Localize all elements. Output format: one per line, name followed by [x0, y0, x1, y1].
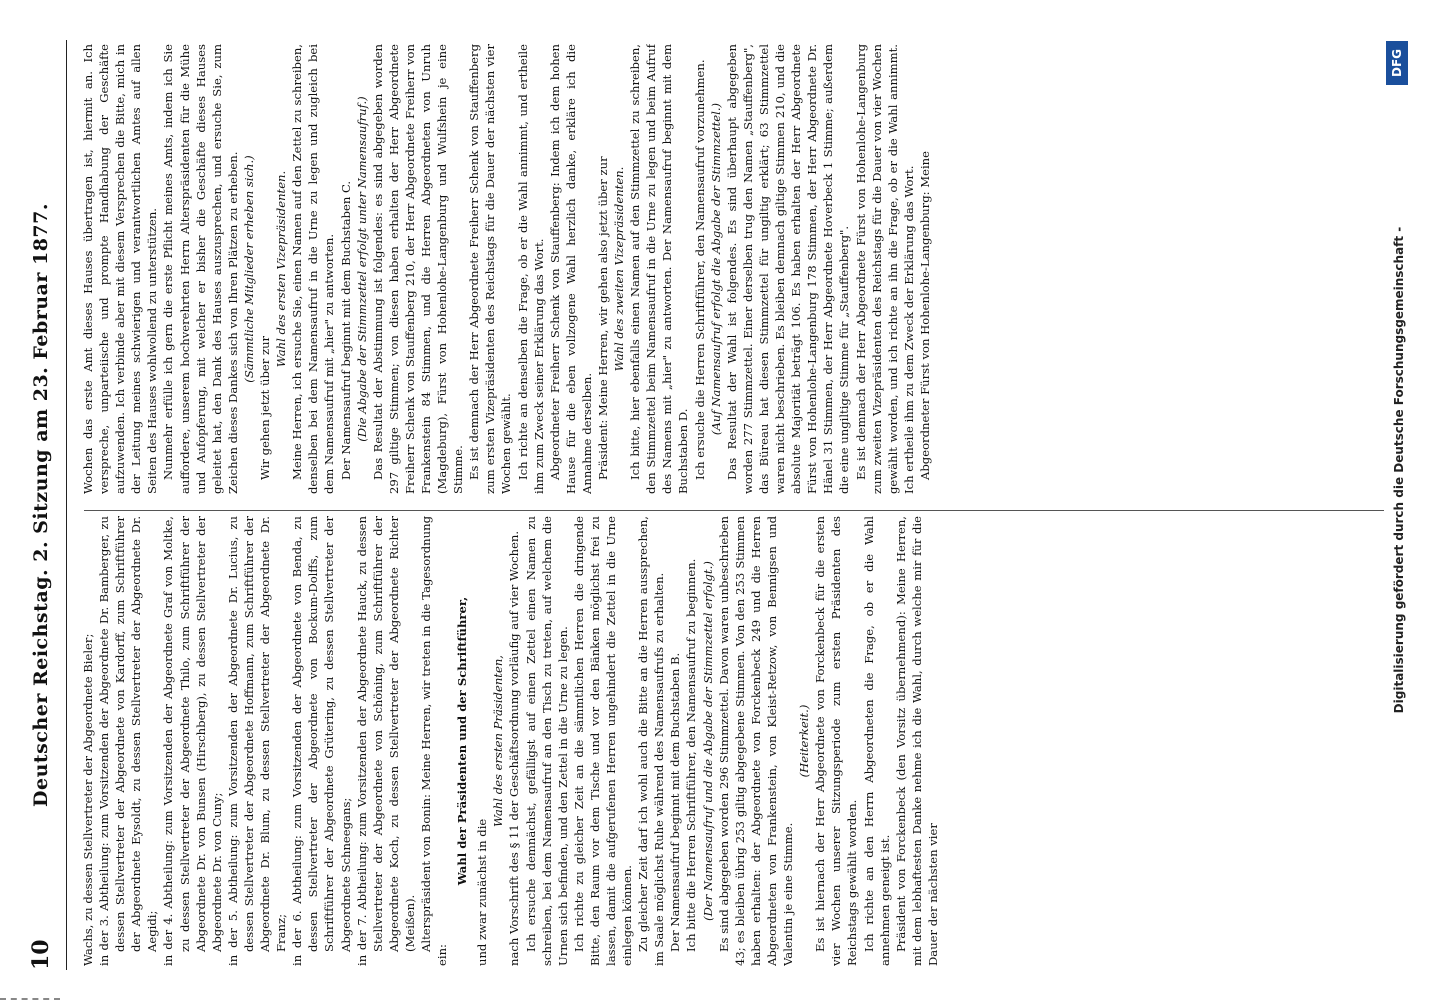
paragraph: (Sämmtliche Mitglieder erheben sich.)	[241, 155, 256, 383]
paragraph: Wahl des ersten Vizepräsidenten.	[274, 170, 289, 368]
paragraph: Nunmehr erfülle ich gern die erste Pflicht meines Amts, indem ich Sie auffordere, unserem hochverehrten Herrn Alterspräsidenten für die Mühe und Aufopferung, mit welcher er bisher die Geschäfte dieses Hauses geleitet hat, den Dank des Hauses auszusprechen, und ersuche Sie, zum Zeichen dieses Dankes sich von Ihren Plätzen zu erheben.	[161, 44, 240, 494]
paragraph: Ich ersuche die Herren Schriftführer, den Namensaufruf vorzunehmen.	[692, 59, 707, 480]
paragraph: Wir gehen jetzt über zur	[258, 335, 273, 480]
paragraph: Meine Herren, ich ersuche Sie, einen Namen auf den Zettel zu schreiben, denselben bei dem Namensaufruf in die Urne zu legen und zugleich bei dem Namensaufruf mit „hier" zu antworten.	[290, 44, 337, 494]
paragraph: in der 4. Abtheilung: zum Vorsitzenden der Abgeordnete Graf von Moltke, zu dessen Stellvertreter der Abgeordnete Thilo, zum Schriftführer der Abgeordnete Dr. von Bunsen (Hirschberg), zu dessen Stellvertreter der Abgeordnete Dr. von Cuny;	[161, 516, 224, 966]
paragraph: Präsident: Meine Herren, wir gehen also jetzt über zur	[596, 156, 610, 480]
paragraph: Ich bitte die Herren Schriftführer, den Namensaufruf zu beginnen.	[684, 558, 699, 952]
paragraph: Der Namensaufruf beginnt mit dem Buchstaben C.	[338, 180, 353, 480]
running-title: Deutscher Reichstag. 2. Sitzung am 23. Februar 1877.	[30, 203, 52, 807]
dfg-logo: DFG	[1386, 41, 1408, 85]
paragraph: Es ist hiernach der Herr Abgeordnete von Forckenbeck für die ersten vier Wochen unserer Sitzungsperiode zum ersten Präsidenten des Reichstags gewählt worden.	[813, 516, 860, 966]
paragraph: Das Resultat der Abstimmung ist folgendes: es sind abgegeben worden 297 giltige Stimmen; von diesen haben erhalten der Herr Abgeordnete Freiherr Schenk von Stauffenberg 210, der Herr Abgeordnete Freiherr von Frankenstein 84 Stimmen, und die Herren Abgeordneten von Unruh (Magdeburg), Fürst von Hohenlohe-Langenburg und Wulfshein je eine Stimme.	[370, 44, 466, 494]
page-header	[18, 40, 67, 970]
paragraph: Es sind abgegeben worden 296 Stimmzettel. Davon waren unbeschrieben 43; es bleiben übrig 253 giltig abgegebene Stimmen. Von den 253 Stimmen haben erhalten: der Abgeordnete von Forckenbeck 249 und die Herren Abgeordneten von Frankenstein, von Kleist-Retzow, von Bennigsen und Valentin je eine Stimme.	[716, 516, 796, 966]
paragraph: Es ist demnach der Herr Abgeordnete Fürst von Hohenlohe-Langenburg zum zweiten Vizepräsidenten des Reichstags für die Dauer von vier Wochen gewählt worden, und ich richte an ihn die Frage, ob er die Wahl annimmt. Ich ertheile ihm zu dem Zweck der Erklärung das Wort.	[853, 44, 916, 494]
paragraph: Wahl der Präsidenten und der Schriftführer,	[455, 596, 470, 886]
paragraph: Ich ersuche demnächst, gefälligst auf einen Zettel einen Namen zu schreiben, bei dem Namensaufruf an den Tisch zu treten, auf welchem die Urnen sich befinden, und den Zettel in die Urne zu legen.	[523, 516, 570, 966]
digitization-note: Digitalisierung gefördert durch die Deutsche Forschungsgemeinschaft -	[1392, 226, 1406, 714]
paragraph: Ich richte an den Herrn Abgeordneten die Frage, ob er die Wahl annehmen geneigt ist.	[861, 516, 892, 966]
paragraph: Ich bitte, hier ebenfalls einen Namen auf den Stimmzettel zu schreiben, den Stimmzettel beim Namensaufruf in die Urne zu legen und beim Aufruf des Namens mit „hier" zu antworten. Der Namensaufruf beginnt mit dem Buchstaben D.	[628, 44, 691, 494]
paragraph: Ich richte zu gleicher Zeit an die sämmtlichen Herren die dringende Bitte, den Raum vor dem Tische und vor den Bänken möglichst frei zu lassen, damit die aufgerufenen Herren ungehindert die Zettel in die Urne einlegen können.	[571, 516, 635, 966]
paragraph: Der Namensaufruf beginnt mit dem Buchstaben B.	[668, 652, 683, 952]
paragraph: in der 7. Abtheilung: zum Vorsitzenden der Abgeordnete Hauck, zu dessen Stellvertreter der Abgeordnete von Schöning, zum Schriftführer der Abgeordnete Koch, zu dessen Stellvertreter der Abgeordnete Richter (Meißen).	[354, 516, 417, 966]
right-text-column	[80, 44, 1390, 494]
paragraph: Abgeordneter Fürst von Hohenlohe-Langenburg: Meine	[917, 151, 932, 480]
paragraph: nach Vorschrift des § 11 der Geschäftsordnung vorläufig auf vier Wochen.	[507, 530, 522, 966]
paragraph: Zu gleicher Zeit darf ich wohl auch die Bitte an die Herren aussprechen, im Saale möglichst Ruhe während des Namensaufrufs zu erhalten.	[636, 516, 667, 966]
paragraph: Das Resultat der Wahl ist folgendes. Es sind überhaupt abgegeben worden 277 Stimmzettel. Einer derselben trug den Namen „Stauffenberg", das Büreau hat diesen Stimmzettel für ungiltig erklärt; 63 Stimmzettel waren nicht beschrieben. Es bleiben demnach giltige Stimmen 210, und die absolute Majorität beträgt 106. Es haben erhalten der Herr Abgeordnete Fürst von Hohenlohe-Langenburg 178 Stimmen, der Herr Abgeordnete Dr. Hänel 31 Stimmen, der Herr Abgeordnete Hoverbeck 1 Stimme; außerdem die eine ungiltige Stimme für „Stauffenberg".	[724, 44, 852, 494]
page-number: 10	[28, 939, 54, 970]
paragraph: Präsident von Forckenbeck (den Vorsitz übernehmend): Meine Herren, mit dem lebhaftesten Danke nehme ich die Wahl, durch welche mir für die Dauer der nächsten vier	[893, 516, 940, 966]
paragraph: in der 6. Abtheilung: zum Vorsitzenden der Abgeordnete von Benda, zu dessen Stellvertreter der Abgeordnete von Bockum-Dolffs, zum Schriftführer der Abgeordnete Grütering, zu dessen Stellvertreter der Abgeordnete Schneegans;	[290, 516, 353, 966]
paragraph: Alterspräsident von Bonin: Meine Herren, wir treten in die Tagesordnung ein:	[418, 516, 450, 966]
paragraph: in der 3. Abtheilung: zum Vorsitzenden der Abgeordnete Dr. Bamberger, zu dessen Stellvertreter der Abgeordnete von Kardorff, zum Schriftführer der Abgeordnete Eysoldt, zu dessen Stellvertreter der Abgeordnete Dr. Aegidi;	[97, 516, 160, 966]
paragraph: Wachs, zu dessen Stellvertreter der Abgeordnete Bieler;	[81, 633, 95, 966]
paragraph: Ich richte an denselben die Frage, ob er die Wahl annimmt, und ertheile ihm zum Zweck seiner Erklärung das Wort.	[515, 44, 546, 494]
paragraph: und zwar zunächst in die	[475, 818, 490, 966]
paragraph: Es ist demnach der Herr Abgeordnete Freiherr Schenk von Stauffenberg zum ersten Vizepräsidenten des Reichstags für die Dauer der nächsten vier Wochen gewählt.	[467, 44, 514, 494]
paragraph: (Der Namensaufruf und die Abgabe der Stimmzettel erfolgt.)	[700, 561, 715, 921]
paragraph: Wochen das erste Amt dieses Hauses übertragen ist, hiermit an. Ich verspreche, unparteiische und prompte Handhabung der Geschäfte aufzuwenden. Ich verbinde aber mit diesem Versprechen die Bitte, mich in der Leitung meines schwierigen und verantwortlichen Amtes auf allen Seiten des Hauses wohlwollend zu unterstützen.	[81, 44, 160, 494]
column-divider	[84, 510, 1384, 511]
paragraph: Wahl des zweiten Vizepräsidenten.	[612, 166, 627, 372]
scan-edge-marks	[0, 988, 60, 1000]
paragraph: Abgeordneter Freiherr Schenk von Stauffenberg: Indem ich dem hohen Hause für die eben vollzogene Wahl herzlich danke, erkläre ich die Annahme derselben.	[547, 44, 594, 494]
paragraph: (Auf Namensaufruf erfolgt die Abgabe der Stimmzettel.)	[708, 102, 723, 436]
paragraph: (Die Abgabe der Stimmzettel erfolgt unter Namensaufruf.)	[354, 96, 369, 442]
paragraph: (Heiterkeit.)	[797, 704, 812, 778]
paragraph: in der 5. Abtheilung: zum Vorsitzenden der Abgeordnete Dr. Lucius, zu dessen Stellvertreter der Abgeordnete Hoffmann, zum Schriftführer der Abgeordnete Dr. Blum, zu dessen Stellvertreter der Abgeordnete Dr. Franz;	[225, 516, 289, 966]
paragraph: Wahl des ersten Präsidenten,	[491, 655, 506, 827]
left-text-column	[80, 516, 1390, 966]
